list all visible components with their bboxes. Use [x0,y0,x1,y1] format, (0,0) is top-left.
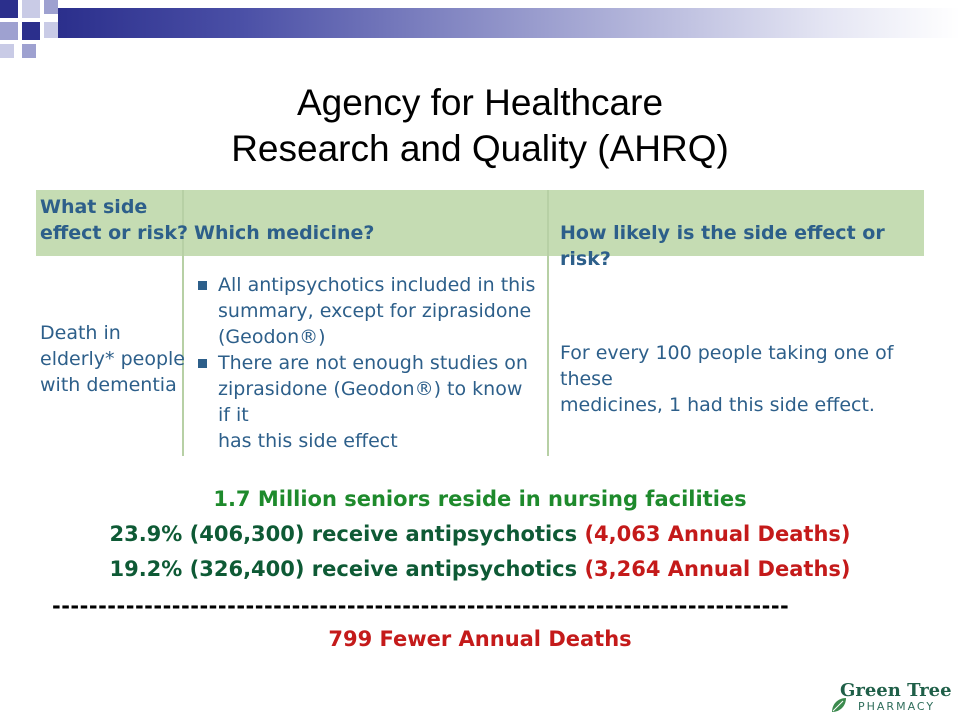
list-item: All antipsychotics included in this summary, except for ziprasidone (Geodon®) [196,272,536,350]
cell-likelihood: For every 100 people taking one of these medicines, 1 had this side effect. [560,342,894,416]
stat-rate-high: 23.9% (406,300) receive antipsychotics (4,063 Annual Deaths) [109,522,851,546]
slide-title [0,80,960,172]
header-gradient-bar [58,8,960,38]
cell-medicine-list [196,272,536,454]
list-item: There are not enough studies on ziprasidone (Geodon®) to know if it has this side effect [196,350,536,454]
header-risk: What side effect or risk? [40,196,189,244]
title-line-1: Agency for Healthcare [296,82,664,123]
divider-dashes: -------------------------------------------------------------------------------- [52,594,790,618]
side-effect-table [36,190,924,456]
stat-rate-low: 19.2% (326,400) receive antipsychotics (3,264 Annual Deaths) [109,557,851,581]
header-medicine: Which medicine? [194,222,375,244]
cell-risk: Death in elderly* people with dementia [40,322,185,396]
header-likelihood: How likely is the side effect or risk? [560,222,885,270]
green-tree-logo: Green Tree PHARMACY [830,680,954,716]
stat-seniors: 1.7 Million seniors reside in nursing facilities [213,487,747,511]
column-divider [547,190,549,456]
stat-result: 799 Fewer Annual Deaths [328,627,632,651]
title-line-2: Research and Quality (AHRQ) [231,128,729,169]
